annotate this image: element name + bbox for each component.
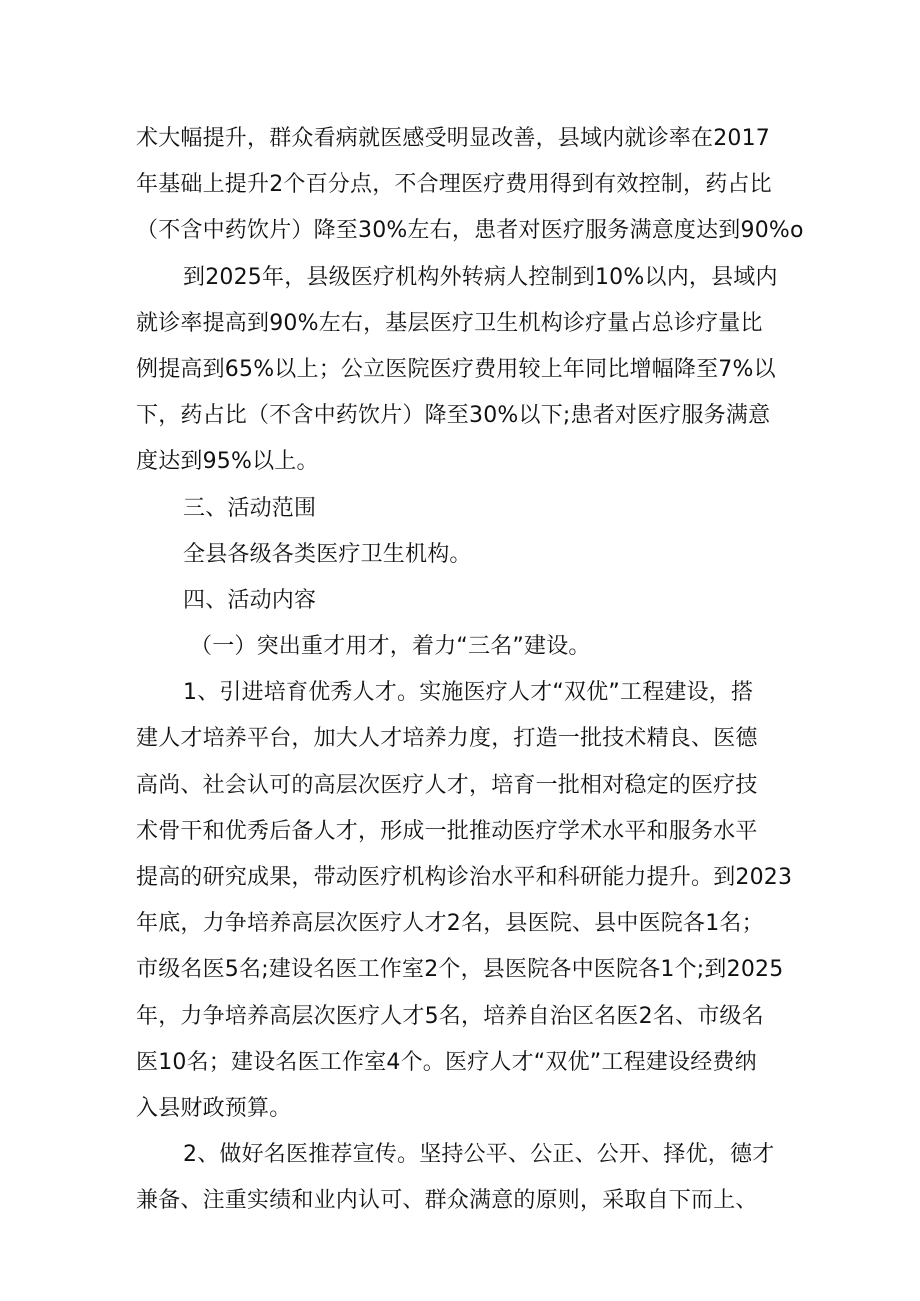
paragraph-line: 医10名；建设名医工作室4个。医疗人才“双优”工程建设经费纳 — [136, 1049, 757, 1075]
paragraph-line: 兼备、注重实绩和业内认可、群众满意的原则，采取自下而上、 — [136, 1188, 758, 1214]
paragraph-line: 2、做好名医推荐宣传。坚持公平、公正、公开、择优，德才 — [183, 1142, 775, 1168]
paragraph-line: 市级名医5名;建设名医工作室2个，县医院各中医院各1个;到2025 — [136, 957, 784, 983]
document-body — [136, 116, 804, 1225]
paragraph-line: 就诊率提高到90%左右，基层医疗卫生机构诊疗量占总诊疗量比 — [136, 310, 763, 336]
paragraph-line: 提高的研究成果，带动医疗机构诊治水平和科研能力提升。到2023 — [136, 865, 793, 890]
paragraph-line: 例提高到65%以上；公立医院医疗费用较上年同比增幅降至7%以 — [136, 356, 776, 382]
paragraph-line: 术骨干和优秀后备人才，形成一批推动医疗学术水平和服务水平 — [136, 818, 758, 844]
subsection-heading: （一）突出重才用才，着力“三名”建设。 — [190, 634, 591, 660]
paragraph-line: （不含中药饮片）降至30%左右，患者对医疗服务满意度达到90%o — [136, 218, 804, 244]
paragraph-line: 度达到95%以上。 — [136, 449, 319, 475]
paragraph-line: 术大幅提升，群众看病就医感受明显改善，县域内就诊率在2017 — [136, 126, 770, 151]
paragraph-line: 到2025年，县级医疗机构外转病人控制到10%以内，县域内 — [183, 264, 778, 290]
section-heading: 四、活动内容 — [183, 587, 317, 613]
paragraph-line: 建人才培养平台，加大人才培养力度，打造一批技术精良、医德 — [136, 726, 758, 752]
paragraph-line: 高尚、社会认可的高层次医疗人才，培育一批相对稳定的医疗技 — [136, 772, 758, 798]
paragraph-line: 年底，力争培养高层次医疗人才2名，县医院、县中医院各1名； — [136, 911, 764, 937]
paragraph-line: 年，力争培养高层次医疗人才5名，培养自治区名医2名、市级名 — [136, 1003, 764, 1029]
paragraph-line: 年基础上提升2个百分点，不合理医疗费用得到有效控制，药占比 — [136, 172, 772, 198]
paragraph-line: 全县各级各类医疗卫生机构。 — [183, 541, 472, 567]
section-heading: 三、活动范围 — [183, 495, 317, 521]
paragraph-line: 下，药占比（不含中药饮片）降至30%以下;患者对医疗服务满意 — [136, 403, 771, 429]
paragraph-line: 1、引进培育优秀人才。实施医疗人才“双优”工程建设，搭 — [183, 680, 754, 706]
paragraph-line: 入县财政预算。 — [136, 1095, 292, 1121]
